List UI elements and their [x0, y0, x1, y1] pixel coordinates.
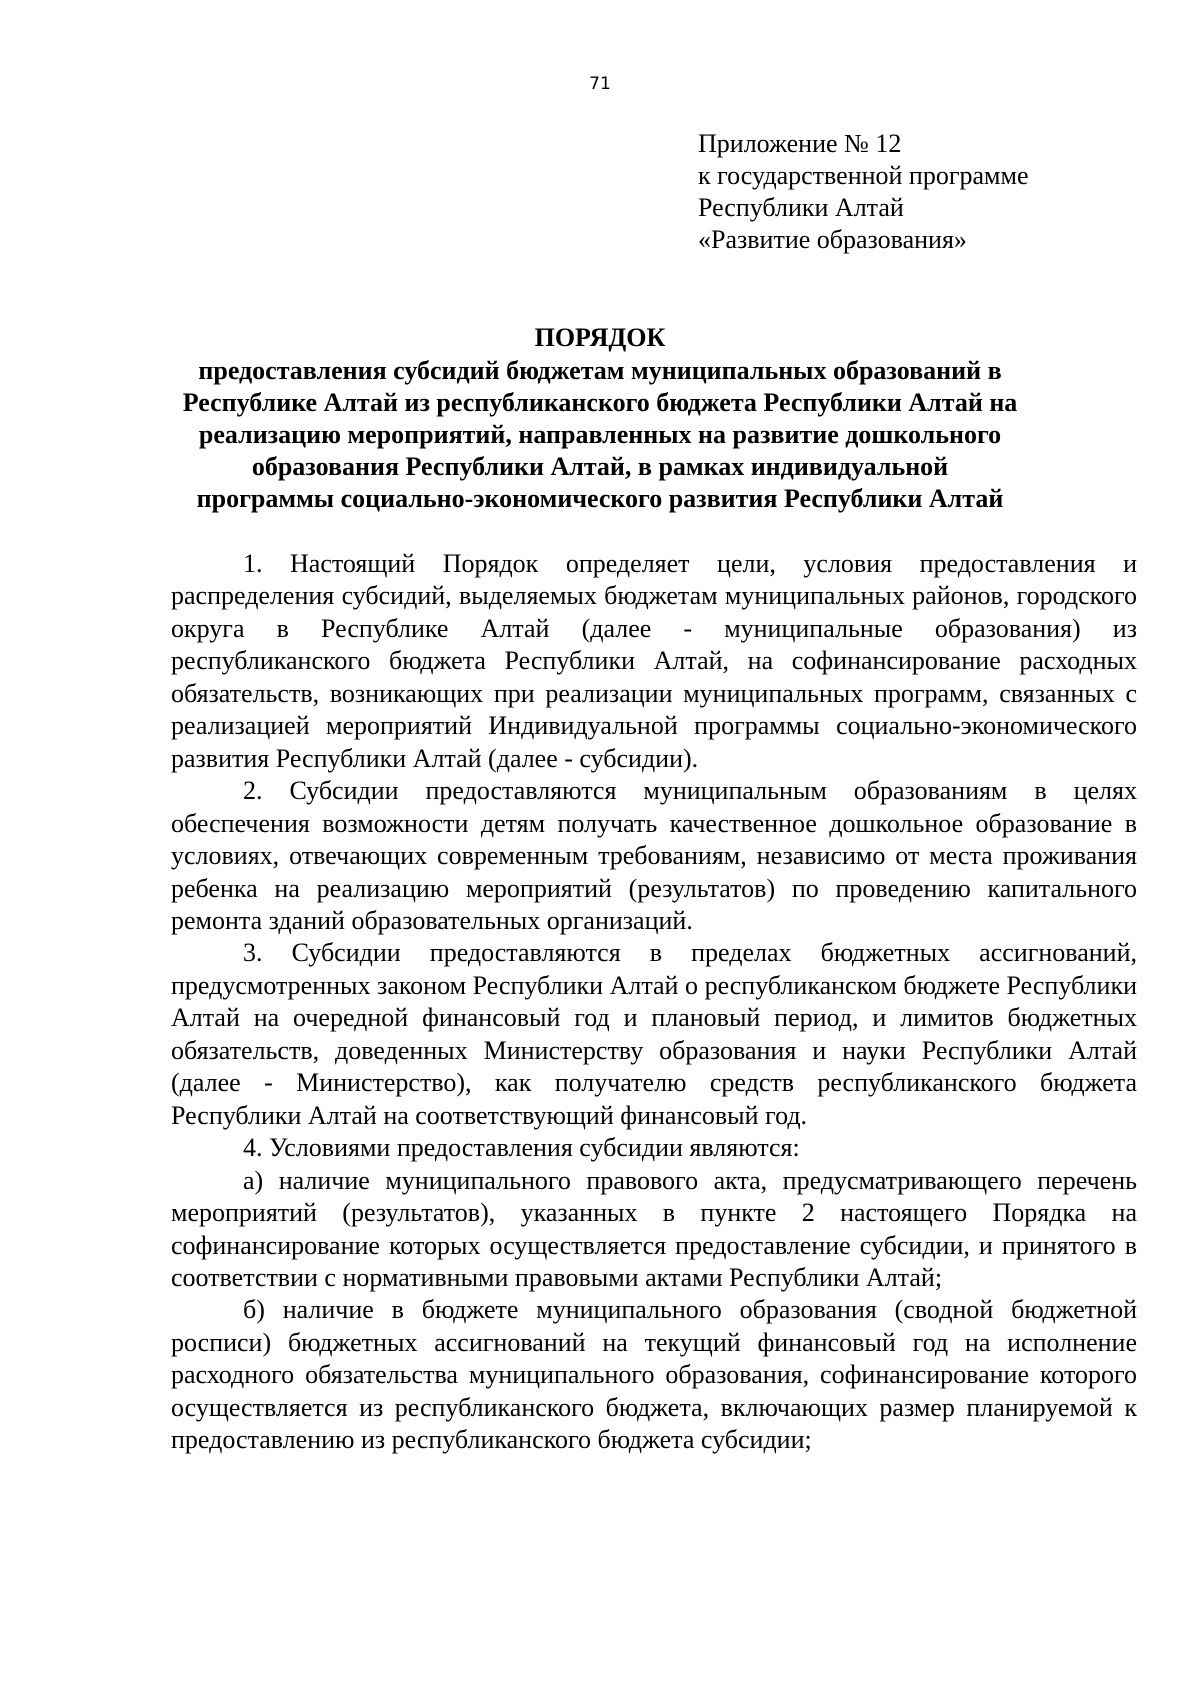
paragraph-2: 2. Субсидии предоставляются муниципальным образованиям в целях обеспечения возможности детям получать качественное дошкольное образование в условиях, отвечающих современным требованиям, независимо от места проживания ребенка на реализацию мероприятий (результатов) по проведению капитального ремонта зданий образовательных организаций.	[171, 776, 1137, 935]
paragraph-4b: б) наличие в бюджете муниципального образования (сводной бюджетной росписи) бюджетных ассигнований на текущий финансовый год на исполнение расходного обязательства муниципального образования, софинансирование которого осуществляется из республиканского бюджета, включающих размер планируемой к предоставлению из республиканского бюджета субсидии;	[171, 1295, 1137, 1455]
appendix-line: Приложение № 12	[698, 129, 902, 158]
appendix-line: Республики Алтай	[698, 193, 904, 222]
paragraph-1: 1. Настоящий Порядок определяет цели, условия предоставления и распределения субсидий, выделяемых бюджетам муниципальных районов, городского округа в Республике Алтай (далее - муниципальные образования) из республиканского бюджета Республики Алтай, на софинансирование расходных обязательств, возникающих при реализации муниципальных программ, связанных с реализацией мероприятий Индивидуальной программы социально-экономического развития Республики Алтай (далее - субсидии).	[171, 549, 1137, 773]
paragraph-3: 3. Субсидии предоставляются в пределах бюджетных ассигнований, предусмотренных законом Республики Алтай о республиканском бюджете Республики Алтай на очередной финансовый год и плановый период, и лимитов бюджетных обязательств, доведенных Министерству образования и науки Республики Алтай (далее - Министерство), как получателю средств республиканского бюджета Республики Алтай на соответствующий финансовый год.	[171, 938, 1137, 1130]
title-line: программы социально-экономического развития Республики Алтай	[196, 484, 1004, 513]
document-body	[171, 548, 1137, 1457]
appendix-line: «Развитие образования»	[698, 225, 967, 254]
page-number: 71	[589, 74, 611, 94]
paragraph-4a: а) наличие муниципального правового акта, предусматривающего перечень мероприятий (результатов), указанных в пункте 2 настоящего Порядка на софинансирование которых осуществляется предоставление субсидии, и принятого в соответствии с нормативными правовыми актами Республики Алтай;	[171, 1165, 1137, 1292]
document-title	[120, 322, 1080, 515]
paragraph-4: 4. Условиями предоставления субсидии являются:	[243, 1133, 800, 1163]
title-heading: ПОРЯДОК	[534, 323, 666, 352]
appendix-reference	[698, 128, 1138, 256]
title-line: Республике Алтай из республиканского бюджета Республики Алтай на	[182, 388, 1018, 417]
title-subtitle	[120, 355, 1080, 515]
appendix-line: к государственной программе	[698, 161, 1029, 190]
title-line: образования Республики Алтай, в рамках индивидуальной	[251, 452, 949, 481]
title-line: реализацию мероприятий, направленных на развитие дошкольного	[198, 420, 1002, 449]
title-line: предоставления субсидий бюджетам муниципальных образований в	[198, 356, 1002, 385]
